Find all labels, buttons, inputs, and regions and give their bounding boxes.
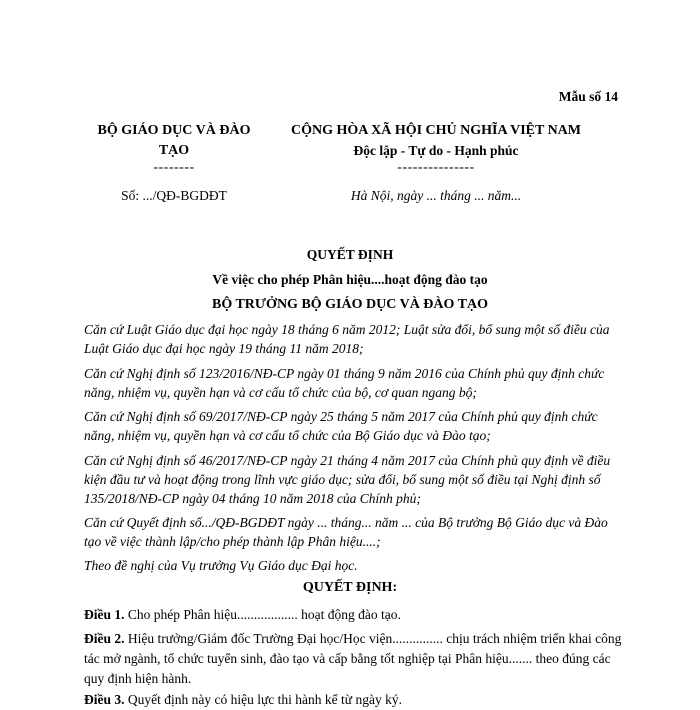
proposal-basis: Theo đề nghị của Vụ trưởng Vụ Giáo dục Đại học. xyxy=(84,558,358,573)
legal-basis-4: Căn cứ Nghị định số 46/2017/NĐ-CP ngày 21 tháng 4 năm 2017 của Chính phủ quy định về điều kiện đầu tư và hoạt động trong lĩnh vực giáo dục; sửa đổi, bổ sung một số điều tại Nghị định số 135/2018/NĐ-CP ngày 04 tháng 10 năm 2018 của Chính phủ; xyxy=(84,453,611,506)
decision-heading: QUYẾT ĐỊNH: xyxy=(302,580,398,595)
article-2 xyxy=(84,629,624,689)
article-1 xyxy=(84,605,624,625)
ministry-divider: -------- xyxy=(153,160,195,175)
issuing-authority: BỘ TRƯỞNG BỘ GIÁO DỤC VÀ ĐÀO TẠO xyxy=(211,297,488,312)
article-2-text: Hiệu trưởng/Giám đốc Trường Đại học/Học viện............... chịu trách nhiệm triển khai công tác mở ngành, tổ chức tuyển sinh, đào tạo và cấp bằng tốt nghiệp tại Phân hiệu....... theo đúng các quy định hiện hành. xyxy=(84,631,622,686)
article-1-label: Điều 1. xyxy=(84,607,125,622)
legal-basis-5: Căn cứ Quyết định số.../QĐ-BGDĐT ngày ... tháng... năm ... của Bộ trưởng Bộ Giáo dục và Đào tạo về việc thành lập/cho phép thành lập Phân hiệu....; xyxy=(84,515,608,549)
article-3 xyxy=(84,690,624,710)
form-number: Mẫu số 14 xyxy=(558,89,618,104)
national-motto: Độc lập - Tự do - Hạnh phúc xyxy=(353,143,519,158)
article-3-text: Quyết định này có hiệu lực thi hành kể từ ngày ký. xyxy=(124,692,402,707)
document-type-title: QUYẾT ĐỊNH xyxy=(306,247,394,262)
document-subject: Về việc cho phép Phân hiệu....hoạt động đào tạo xyxy=(212,272,488,287)
legal-basis-3: Căn cứ Nghị định số 69/2017/NĐ-CP ngày 25 tháng 5 năm 2017 của Chính phủ quy định chức năng, nhiệm vụ, quyền hạn và cơ cấu tổ chức của Bộ Giáo dục và Đào tạo; xyxy=(84,409,598,443)
ministry-name-line1: BỘ GIÁO DỤC VÀ ĐÀO xyxy=(97,123,251,138)
article-3-label: Điều 3. xyxy=(84,692,125,707)
document-number: Số: .../QĐ-BGDĐT xyxy=(121,188,227,203)
legal-basis-2: Căn cứ Nghị định số 123/2016/NĐ-CP ngày 01 tháng 9 năm 2016 của Chính phủ quy định chức năng, nhiệm vụ, quyền hạn và cơ cấu tổ chức của bộ, cơ quan ngang bộ; xyxy=(84,366,605,400)
place-and-date: Hà Nội, ngày ... tháng ... năm... xyxy=(350,188,522,203)
ministry-name-line2: TẠO xyxy=(158,143,190,158)
national-header xyxy=(272,121,600,175)
motto-divider: --------------- xyxy=(397,160,475,175)
legal-basis-1: Căn cứ Luật Giáo dục đại học ngày 18 tháng 6 năm 2012; Luật sửa đổi, bổ sung một số điều của Luật Giáo dục đại học ngày 19 tháng 11 năm 2018; xyxy=(84,322,610,356)
article-2-label: Điều 2. xyxy=(84,631,125,646)
nation-name: CỘNG HÒA XÃ HỘI CHỦ NGHĨA VIỆT NAM xyxy=(290,123,581,138)
ministry-header xyxy=(86,121,262,175)
article-1-text: Cho phép Phân hiệu.................. hoạt động đào tạo. xyxy=(124,607,401,622)
